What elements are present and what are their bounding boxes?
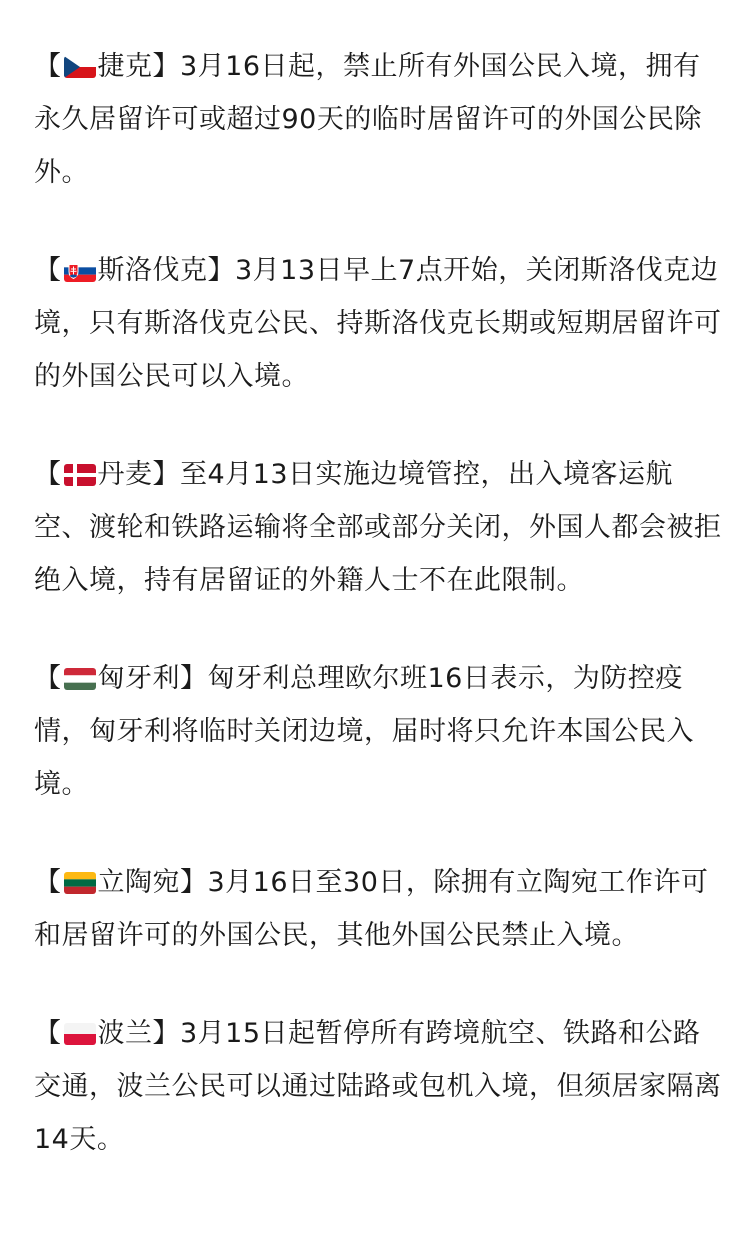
country-name: 立陶宛 — [97, 867, 180, 898]
close-bracket: 】 — [152, 1018, 180, 1049]
czech-flag-icon — [64, 56, 96, 78]
paragraph-poland — [34, 1007, 724, 1166]
paragraph-denmark — [34, 448, 724, 607]
hungary-flag-icon — [64, 668, 96, 690]
denmark-flag-icon — [64, 464, 96, 486]
open-bracket: 【 — [34, 51, 62, 82]
close-bracket: 】 — [207, 255, 235, 286]
paragraph-text: 3月15日起暂停所有跨境航空、铁路和公路交通，波兰公民可以通过陆路或包机入境，但须居家隔离14天。 — [34, 1018, 722, 1155]
paragraph-text: 3月16日至30日，除拥有立陶宛工作许可和居留许可的外国公民，其他外国公民禁止入境。 — [34, 867, 709, 951]
paragraph-text: 3月13日早上7点开始，关闭斯洛伐克边境，只有斯洛伐克公民、持斯洛伐克长期或短期居留许可的外国公民可以入境。 — [34, 255, 722, 392]
country-name: 匈牙利 — [97, 663, 180, 694]
open-bracket: 【 — [34, 663, 62, 694]
close-bracket: 】 — [152, 459, 180, 490]
paragraph-slovakia — [34, 244, 724, 403]
country-name: 捷克 — [97, 51, 153, 82]
country-name: 斯洛伐克 — [97, 255, 208, 286]
paragraph-text: 至4月13日实施边境管控，出入境客运航空、渡轮和铁路运输将全部或部分关闭，外国人都会被拒绝入境，持有居留证的外籍人士不在此限制。 — [34, 459, 722, 596]
paragraph-text: 匈牙利总理欧尔班16日表示，为防控疫情，匈牙利将临时关闭边境，届时将只允许本国公民入境。 — [34, 663, 694, 800]
lithuania-flag-icon — [64, 872, 96, 894]
poland-flag-icon — [64, 1023, 96, 1045]
country-name: 波兰 — [97, 1018, 153, 1049]
paragraph-czech — [34, 40, 724, 199]
open-bracket: 【 — [34, 867, 62, 898]
open-bracket: 【 — [34, 255, 62, 286]
paragraph-text: 3月16日起，禁止所有外国公民入境，拥有永久居留许可或超过90天的临时居留许可的外国公民除外。 — [34, 51, 702, 188]
close-bracket: 】 — [180, 663, 208, 694]
country-name: 丹麦 — [97, 459, 153, 490]
slovakia-flag-icon — [64, 260, 96, 282]
open-bracket: 【 — [34, 459, 62, 490]
paragraph-hungary — [34, 652, 724, 811]
close-bracket: 】 — [152, 51, 180, 82]
close-bracket: 】 — [180, 867, 208, 898]
open-bracket: 【 — [34, 1018, 62, 1049]
paragraph-lithuania — [34, 856, 724, 962]
